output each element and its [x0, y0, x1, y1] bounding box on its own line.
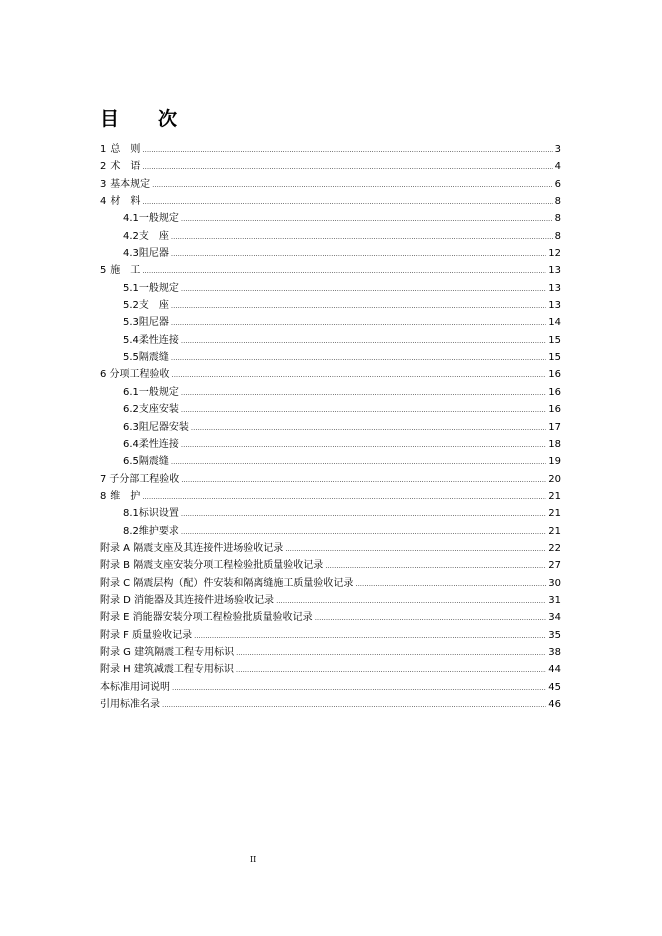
toc-entry-page: 12 [548, 248, 561, 260]
toc-entry-label: 子分部工程验收 [109, 473, 180, 485]
toc-leader-dots [142, 142, 552, 159]
toc-entry-label: 附录 B 隔震支座安装分项工程检验批质量验收记录 [100, 560, 324, 572]
table-of-contents [100, 141, 561, 713]
toc-entry-page: 45 [548, 681, 561, 693]
toc-entry-page: 19 [548, 456, 561, 468]
toc-leader-dots [171, 315, 546, 332]
toc-entry-number: 6 [100, 369, 107, 381]
toc-leader-dots [181, 472, 546, 489]
toc-entry[interactable] [100, 401, 561, 418]
toc-entry-number: 3 [100, 178, 107, 190]
toc-entry-page: 15 [548, 352, 561, 364]
toc-entry-number: 8 [100, 490, 107, 502]
toc-entry-label: 附录 C 隔震层构（配）件安装和隔离缝施工质量验收记录 [100, 577, 354, 589]
toc-leader-dots [171, 229, 553, 246]
toc-entry-label: 一般规定 [138, 213, 179, 225]
toc-leader-dots [181, 437, 546, 454]
toc-entry-label: 施 工 [110, 265, 141, 277]
toc-entry-number: 5.2 [123, 300, 139, 312]
toc-entry-page: 13 [548, 300, 561, 312]
toc-entry-page: 31 [548, 594, 561, 606]
toc-entry[interactable] [100, 314, 561, 331]
toc-entry-page: 8 [554, 213, 561, 225]
toc-entry-label: 附录 E 消能器安装分项工程检验批质量验收记录 [100, 612, 313, 624]
toc-entry-label: 附录 H 建筑减震工程专用标识 [100, 664, 234, 676]
toc-entry[interactable] [100, 505, 561, 522]
toc-entry-page: 38 [548, 646, 561, 658]
toc-entry-label: 术 语 [110, 161, 141, 173]
toc-entry-page: 13 [548, 265, 561, 277]
toc-entry[interactable] [100, 523, 561, 540]
toc-entry-number: 8.2 [123, 525, 139, 537]
toc-entry-label: 维 护 [110, 490, 141, 502]
toc-leader-dots [181, 385, 546, 402]
toc-entry-number: 1 [100, 144, 107, 155]
toc-leader-dots [191, 420, 546, 437]
toc-leader-dots [181, 281, 546, 298]
toc-leader-dots [142, 489, 546, 506]
toc-leader-dots [171, 454, 546, 471]
toc-entry[interactable] [100, 332, 561, 349]
toc-entry-page: 20 [548, 473, 561, 485]
toc-entry-label: 支 座 [138, 230, 169, 242]
toc-entry-label: 基本规定 [110, 178, 151, 190]
toc-entry[interactable] [100, 349, 561, 366]
toc-entry[interactable] [100, 210, 561, 227]
toc-leader-dots [181, 402, 546, 419]
toc-entry[interactable] [100, 384, 561, 401]
toc-leader-dots [236, 645, 546, 662]
toc-leader-dots [172, 680, 546, 697]
toc-entry-label: 本标准用词说明 [100, 681, 170, 693]
toc-entry[interactable] [100, 436, 561, 453]
toc-entry-page: 13 [548, 282, 561, 294]
toc-entry[interactable] [100, 419, 561, 436]
toc-leader-dots [276, 593, 546, 610]
toc-entry-page: 34 [548, 612, 561, 624]
toc-entry-page: 21 [548, 508, 561, 520]
toc-entry-label: 支 座 [138, 300, 169, 312]
toc-entry-label: 一般规定 [138, 282, 179, 294]
toc-leader-dots [142, 159, 552, 176]
toc-entry-number: 5.3 [123, 317, 139, 329]
toc-entry-page: 46 [548, 699, 561, 710]
toc-leader-dots [194, 628, 546, 645]
toc-entry[interactable] [100, 141, 561, 158]
toc-entry-page: 4 [554, 161, 561, 173]
toc-entry-label: 材 料 [110, 196, 141, 208]
toc-entry-page: 22 [548, 542, 561, 554]
toc-entry-label: 附录 D 消能器及其连接件进场验收记录 [100, 594, 275, 606]
toc-entry[interactable] [100, 627, 561, 644]
toc-entry-label: 柔性连接 [138, 334, 179, 346]
toc-leader-dots [162, 697, 546, 714]
toc-entry-label: 分项工程验收 [109, 369, 170, 381]
toc-leader-dots [171, 246, 546, 263]
toc-entry-page: 21 [548, 490, 561, 502]
toc-entry-number: 6.3 [123, 421, 139, 433]
toc-entry-number: 6.5 [123, 456, 139, 468]
toc-entry[interactable] [100, 557, 561, 574]
toc-entry[interactable] [100, 245, 561, 262]
toc-entry-page: 44 [548, 664, 561, 676]
toc-leader-dots [181, 524, 546, 541]
toc-entry-page: 3 [554, 144, 561, 155]
toc-entry-number: 6.4 [123, 438, 139, 450]
toc-entry[interactable] [100, 158, 561, 175]
toc-entry-number: 5.5 [123, 352, 139, 364]
toc-entry-label: 柔性连接 [138, 438, 179, 450]
toc-entry-number: 4 [100, 196, 107, 208]
toc-entry-page: 16 [548, 369, 561, 381]
toc-entry-page: 30 [548, 577, 561, 589]
toc-entry-label: 阻尼器 [138, 317, 169, 329]
toc-leader-dots [285, 541, 546, 558]
toc-entry[interactable] [100, 696, 561, 713]
toc-entry-label: 阻尼器 [138, 248, 169, 260]
toc-entry-number: 7 [100, 473, 107, 485]
toc-leader-dots [181, 211, 553, 228]
toc-entry-page: 18 [548, 438, 561, 450]
toc-entry-label: 总 则 [110, 144, 141, 155]
toc-entry[interactable] [100, 679, 561, 696]
toc-entry-label: 标识设置 [138, 508, 179, 520]
toc-leader-dots [325, 558, 546, 575]
toc-entry-number: 6.2 [123, 404, 139, 416]
toc-entry-number: 6.1 [123, 386, 139, 398]
toc-leader-dots [181, 506, 546, 523]
toc-entry-label: 支座安装 [138, 404, 179, 416]
toc-entry[interactable] [100, 644, 561, 661]
toc-entry[interactable] [100, 280, 561, 297]
toc-entry[interactable] [100, 488, 561, 505]
toc-entry-page: 27 [548, 560, 561, 572]
toc-entry[interactable] [100, 661, 561, 678]
toc-entry-page: 6 [554, 178, 561, 190]
toc-entry[interactable] [100, 592, 561, 609]
toc-entry-label: 隔震缝 [138, 352, 169, 364]
toc-leader-dots [152, 177, 553, 194]
toc-entry-label: 阻尼器安装 [138, 421, 189, 433]
toc-entry[interactable] [100, 228, 561, 245]
page-title: 目 次 [100, 108, 188, 130]
toc-entry-number: 5.4 [123, 334, 139, 346]
toc-leader-dots [315, 610, 547, 627]
toc-entry-page: 8 [554, 230, 561, 242]
toc-entry-number: 5 [100, 265, 107, 277]
toc-entry-label: 附录 G 建筑隔震工程专用标识 [100, 646, 235, 658]
toc-entry-label: 一般规定 [138, 386, 179, 398]
toc-leader-dots [171, 298, 546, 315]
toc-entry[interactable] [100, 575, 561, 592]
toc-entry-number: 2 [100, 161, 107, 173]
toc-leader-dots [355, 576, 546, 593]
toc-entry-label: 维护要求 [138, 525, 179, 537]
toc-leader-dots [142, 194, 552, 211]
toc-entry-number: 4.2 [123, 230, 139, 242]
toc-leader-dots [142, 263, 546, 280]
toc-leader-dots [181, 333, 546, 350]
toc-entry[interactable] [100, 609, 561, 626]
toc-entry-label: 附录 F 质量验收记录 [100, 629, 193, 641]
page-number: II [250, 855, 257, 864]
toc-entry-number: 8.1 [123, 508, 139, 520]
toc-entry-page: 21 [548, 525, 561, 537]
toc-entry-page: 15 [548, 334, 561, 346]
toc-entry[interactable] [100, 176, 561, 193]
toc-entry-label: 隔震缝 [138, 456, 169, 468]
toc-entry-page: 8 [554, 196, 561, 208]
toc-entry-page: 14 [548, 317, 561, 329]
toc-entry[interactable] [100, 262, 561, 279]
toc-entry-page: 16 [548, 404, 561, 416]
toc-entry-label: 引用标准名录 [100, 699, 160, 710]
toc-entry-label: 附录 A 隔震支座及其连接件进场验收记录 [100, 542, 284, 554]
toc-leader-dots [236, 662, 546, 679]
toc-entry-page: 17 [548, 421, 561, 433]
toc-entry[interactable] [100, 297, 561, 314]
toc-entry[interactable] [100, 193, 561, 210]
toc-entry[interactable] [100, 453, 561, 470]
toc-leader-dots [171, 367, 546, 384]
toc-entry-number: 4.1 [123, 213, 139, 225]
toc-entry[interactable] [100, 540, 561, 557]
toc-entry[interactable] [100, 366, 561, 383]
toc-entry-number: 4.3 [123, 248, 139, 260]
toc-entry-number: 5.1 [123, 282, 139, 294]
toc-entry-page: 35 [548, 629, 561, 641]
toc-entry[interactable] [100, 471, 561, 488]
toc-entry-page: 16 [548, 386, 561, 398]
toc-leader-dots [171, 350, 546, 367]
